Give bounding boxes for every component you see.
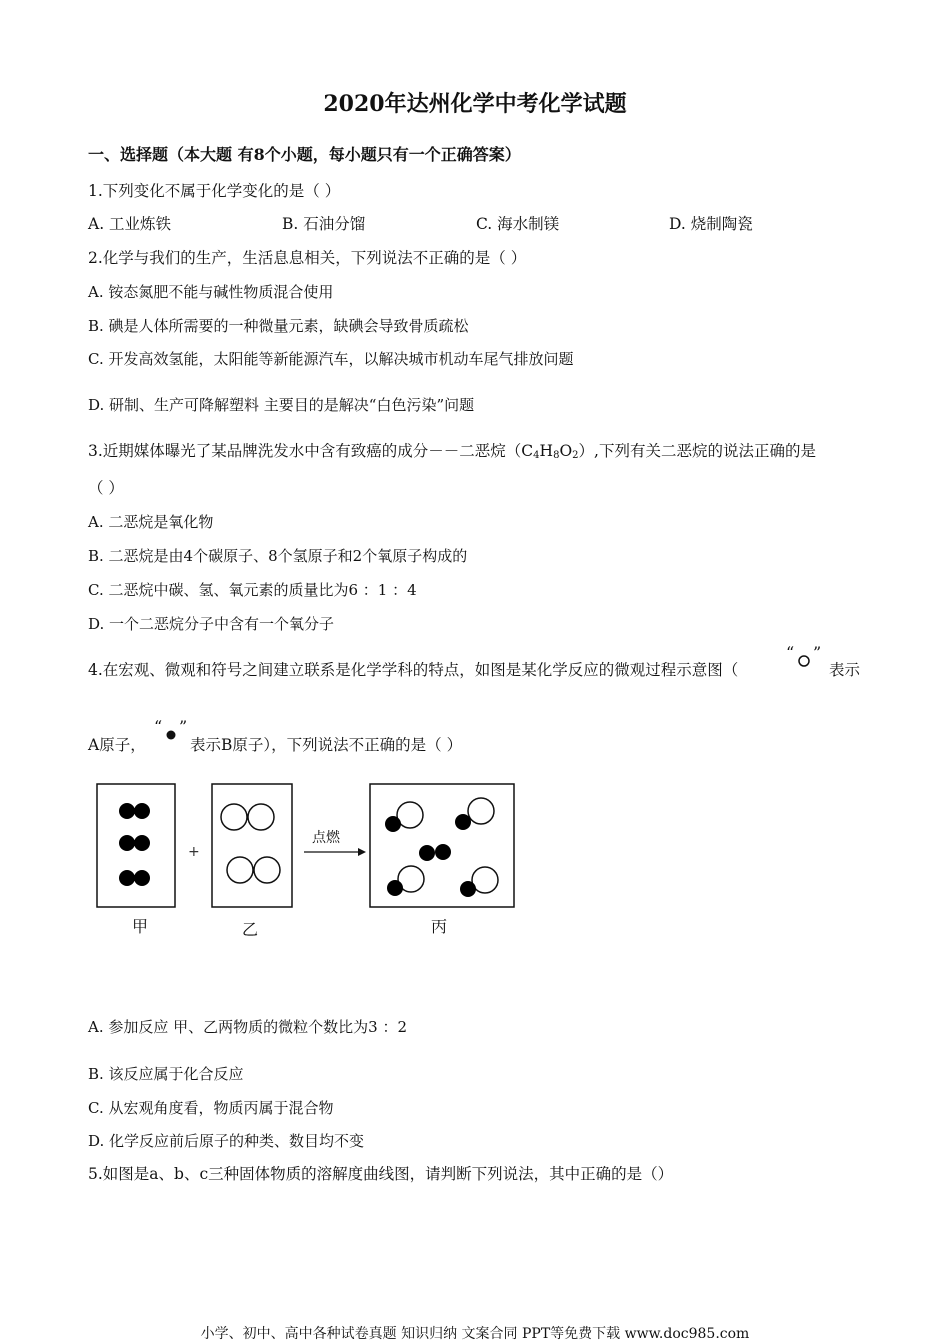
molecule-ab (387, 866, 424, 896)
reaction-diagram (90, 780, 530, 945)
open-circle-icon (784, 646, 826, 676)
question-4-stem-part1: 4.在宏观、微观和符号之间建立联系是化学学科的特点，如图是某化学反应的微观过程示意图（ (88, 661, 739, 679)
formula-subscript-8: 8 (553, 450, 560, 461)
question-2-option-a: A. 铵态氮肥不能与碱性物质混合使用 (88, 283, 334, 301)
molecule-a2 (221, 804, 274, 830)
page-title: 2020年达州化学中考化学试题 (323, 91, 627, 117)
arrow-label: 点燃 (312, 830, 340, 846)
question-2-option-b: B. 碘是人体所需要的一种微量元素，缺碘会导致骨质疏松 (88, 317, 469, 335)
question-1-option-c: C. 海水制镁 (476, 215, 560, 233)
question-4-stem-part2: 表示 (829, 661, 861, 679)
formula-subscript-4: 4 (533, 450, 540, 461)
question-4-option-b: B. 该反应属于化合反应 (88, 1065, 244, 1083)
arrow-head (358, 848, 366, 856)
question-4-option-c: C. 从宏观角度看，物质丙属于混合物 (88, 1099, 334, 1117)
question-3-stem-part2: ）,下列有关二恶烷的说法正确的是 (578, 442, 816, 460)
question-2-option-d: D. 研制、生产可降解塑料 主要目的是解决“白色污染”问题 (88, 396, 475, 414)
question-2-stem: 2.化学与我们的生产，生活息息相关，下列说法不正确的是（ ） (88, 249, 527, 267)
question-3-option-b: B. 二恶烷是由4个碳原子、8个氢原子和2个氧原子构成的 (88, 547, 468, 565)
question-2-option-c: C. 开发高效氢能，太阳能等新能源汽车，以解决城市机动车尾气排放问题 (88, 350, 574, 368)
molecule-ab (385, 802, 423, 832)
question-3-stem (88, 441, 816, 466)
molecule-ab (460, 867, 498, 897)
label-jia: 甲 (132, 917, 149, 936)
question-3-option-d: D. 一个二恶烷分子中含有一个氧分子 (88, 615, 335, 633)
section-heading: 一、选择题（本大题 有8个小题，每小题只有一个正确答案） (88, 145, 521, 164)
formula-h: H (539, 442, 554, 460)
question-4-line2-part1: A原子， (88, 736, 146, 754)
question-4-line2-part2: 表示B原子），下列说法不正确的是（ ） (190, 736, 463, 754)
formula-o: O (559, 442, 573, 460)
question-1-stem: 1.下列变化不属于化学变化的是（ ） (88, 182, 341, 200)
svg-text:“: “ (154, 720, 163, 736)
svg-text:”: ” (179, 720, 188, 736)
svg-text:”: ” (813, 646, 822, 662)
label-yi: 乙 (242, 920, 259, 939)
question-4-option-a: A. 参加反应 甲、乙两物质的微粒个数比为3 ：2 (88, 1018, 407, 1036)
question-4-option-d: D. 化学反应前后原子的种类、数目均不变 (88, 1132, 365, 1150)
question-3-option-a: A. 二恶烷是氧化物 (88, 513, 214, 531)
question-5-stem: 5.如图是a、b、c三种固体物质的溶解度曲线图，请判断下列说法，其中正确的是（） (88, 1165, 674, 1183)
question-1-option-d: D. 烧制陶瓷 (669, 215, 753, 233)
molecule-a2 (227, 857, 280, 883)
molecule-b2 (119, 803, 150, 819)
molecule-ab (455, 798, 494, 830)
filled-circle-icon (152, 720, 192, 750)
box-yi (212, 784, 292, 907)
label-bing: 丙 (431, 917, 448, 936)
molecule-b2 (419, 844, 451, 861)
formula-subscript-2: 2 (572, 450, 579, 461)
svg-text:“: “ (786, 646, 795, 662)
question-1-option-b: B. 石油分馏 (282, 215, 366, 233)
plus-sign: + (188, 844, 200, 860)
molecule-b2 (119, 835, 150, 851)
question-1-option-a: A. 工业炼铁 (88, 215, 172, 233)
question-3-option-c: C. 二恶烷中碳、氢、氧元素的质量比为6 ：1 ：4 (88, 581, 417, 599)
page-footer: 小学、初中、高中各种试卷真题 知识归纳 文案合同 PPT等免费下载 www.doc985.com (200, 1326, 750, 1342)
question-3-stem-line2: （ ） (88, 479, 124, 497)
question-3-stem-part1: 3.近期媒体曝光了某品牌洗发水中含有致癌的成分－－二恶烷（C (88, 442, 534, 460)
molecule-b2 (119, 870, 150, 886)
